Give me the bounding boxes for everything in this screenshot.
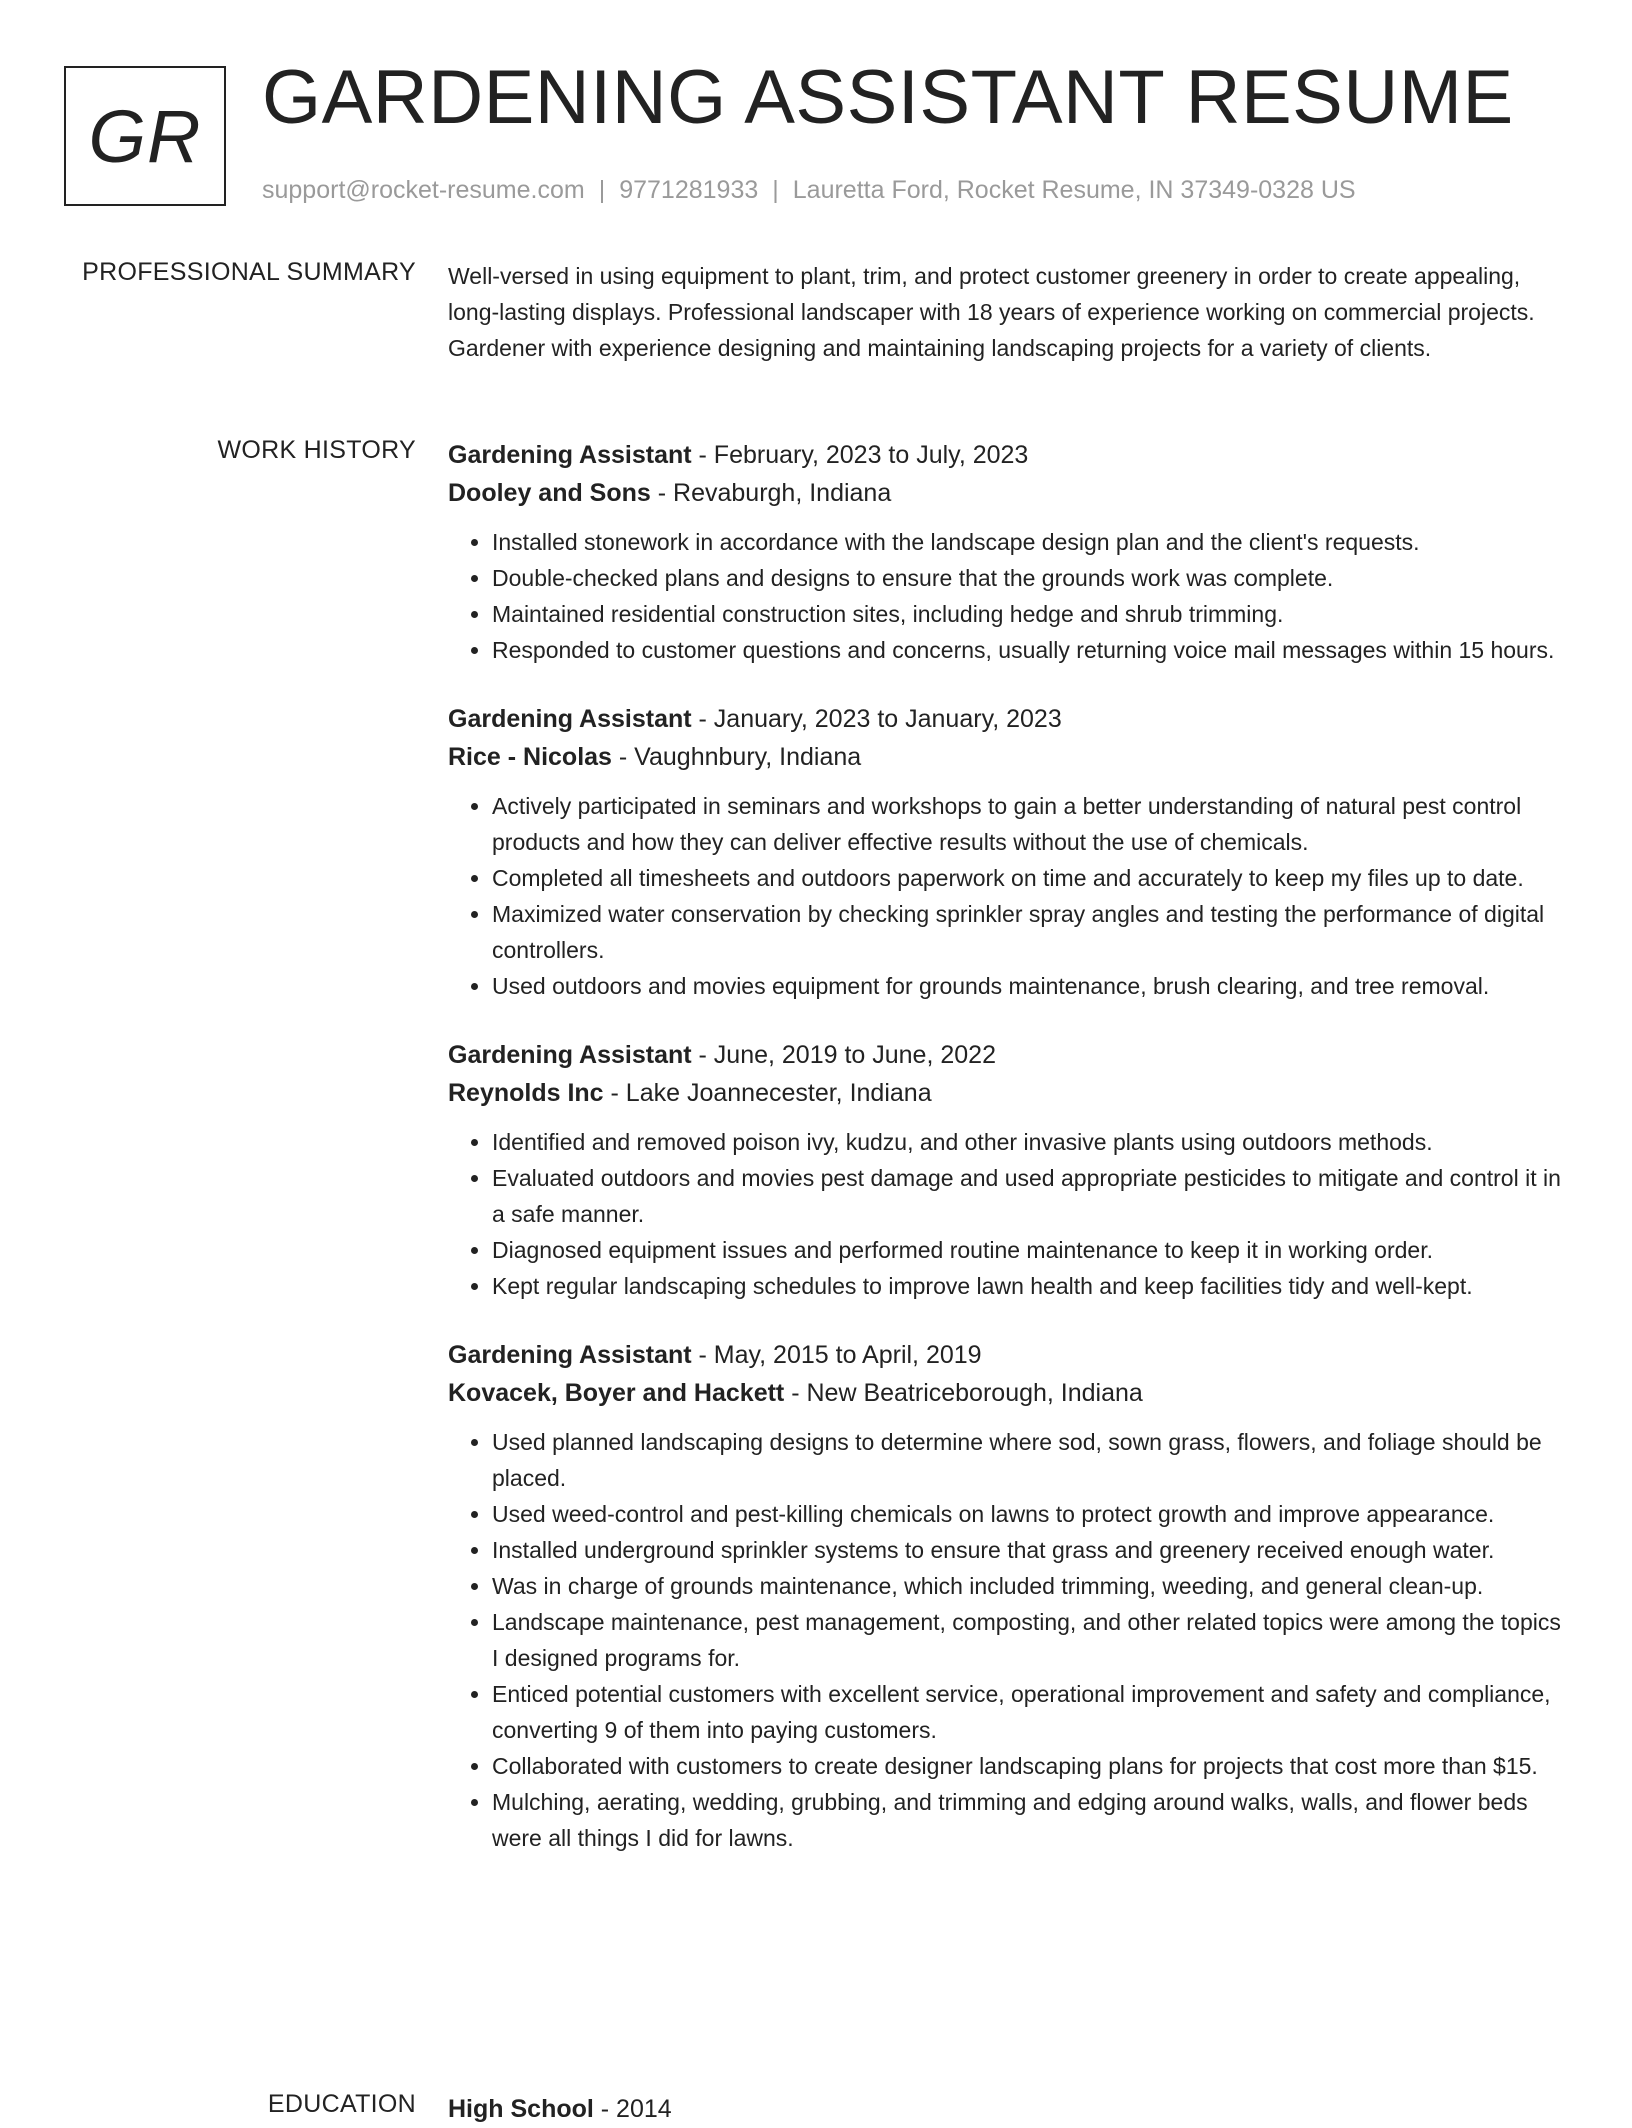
job-list	[448, 436, 1568, 1888]
job-dates: - January, 2023 to January, 2023	[691, 705, 1062, 733]
job-title: Gardening Assistant	[448, 441, 692, 469]
job-bullet: • Maintained residential construction sites, including hedge and shrub trimming.	[492, 596, 1568, 632]
job-bullet: • Used weed-control and pest-killing chemicals on lawns to protect growth and improve appearance.	[492, 1496, 1568, 1532]
job-bullet: • Was in charge of grounds maintenance, which included trimming, weeding, and general clean-up.	[492, 1568, 1568, 1604]
job-bullet: • Identified and removed poison ivy, kudzu, and other invasive plants using outdoors methods.	[492, 1124, 1568, 1160]
job-bullet: • Evaluated outdoors and movies pest damage and used appropriate pesticides to mitigate and control it in a safe manner.	[492, 1160, 1568, 1232]
job-title: Gardening Assistant	[448, 1041, 692, 1069]
job-bullets	[448, 524, 1568, 668]
job-location: - New Beatriceborough, Indiana	[784, 1379, 1143, 1407]
job-company: Rice - Nicolas	[448, 743, 612, 771]
job-bullet: • Enticed potential customers with excellent service, operational improvement and safety and compliance, converting 9 of them into paying customers.	[492, 1676, 1568, 1748]
job-bullet: • Mulching, aerating, wedding, grubbing, and trimming and edging around walks, walls, and flower beds were all things I did for lawns.	[492, 1784, 1568, 1856]
job-title-line	[448, 1036, 1568, 1074]
education-degree: High School	[448, 2095, 594, 2123]
job-bullet: • Collaborated with customers to create designer landscaping plans for projects that cost more than $15.	[492, 1748, 1568, 1784]
job-entry	[448, 1036, 1568, 1304]
contact-email: support@rocket-resume.com	[262, 176, 585, 204]
job-bullet: • Landscape maintenance, pest management, composting, and other related topics were among the topics I designed programs for.	[492, 1604, 1568, 1676]
job-bullet: • Diagnosed equipment issues and performed routine maintenance to keep it in working order.	[492, 1232, 1568, 1268]
work-history-label: WORK HISTORY	[217, 436, 416, 464]
summary-label: PROFESSIONAL SUMMARY	[82, 258, 416, 286]
job-bullet: • Double-checked plans and designs to ensure that the grounds work was complete.	[492, 560, 1568, 596]
job-location: - Revaburgh, Indiana	[650, 479, 892, 507]
contact-address: Lauretta Ford, Rocket Resume, IN 37349-0328 US	[792, 176, 1356, 204]
job-bullets	[448, 788, 1568, 1004]
job-bullet: • Installed underground sprinkler systems to ensure that grass and greenery received enough water.	[492, 1532, 1568, 1568]
job-bullet: • Kept regular landscaping schedules to improve lawn health and keep facilities tidy and well-kept.	[492, 1268, 1568, 1304]
job-company-line	[448, 738, 1568, 776]
job-bullet: • Responded to customer questions and concerns, usually returning voice mail messages within 15 hours.	[492, 632, 1568, 668]
job-dates: - June, 2019 to June, 2022	[691, 1041, 996, 1069]
job-bullets	[448, 1124, 1568, 1304]
job-company: Kovacek, Boyer and Hackett	[448, 1379, 785, 1407]
job-bullet: • Completed all timesheets and outdoors paperwork on time and accurately to keep my files up to date.	[492, 860, 1568, 896]
job-title: Gardening Assistant	[448, 1341, 692, 1369]
job-bullet: • Maximized water conservation by checking sprinkler spray angles and testing the performance of digital controllers.	[492, 896, 1568, 968]
contact-phone: 9771281933	[619, 176, 759, 204]
job-entry	[448, 436, 1568, 668]
job-company: Reynolds Inc	[448, 1079, 604, 1107]
job-entry	[448, 1336, 1568, 1856]
job-company: Dooley and Sons	[448, 479, 651, 507]
education-dates: - 2014	[593, 2095, 672, 2123]
job-bullet: • Used outdoors and movies equipment for grounds maintenance, brush clearing, and tree removal.	[492, 968, 1568, 1004]
job-company-line	[448, 474, 1568, 512]
job-title-line	[448, 436, 1568, 474]
monogram-box	[64, 66, 226, 206]
resume-title: GARDENING ASSISTANT RESUME	[262, 55, 1514, 140]
job-dates: - May, 2015 to April, 2019	[691, 1341, 982, 1369]
job-bullet: • Actively participated in seminars and workshops to gain a better understanding of natural pest control products and how they can deliver effective results without the use of chemicals.	[492, 788, 1568, 860]
job-title-line	[448, 1336, 1568, 1374]
job-title-line	[448, 700, 1568, 738]
job-title: Gardening Assistant	[448, 705, 692, 733]
job-bullet: • Installed stonework in accordance with the landscape design plan and the client's requests.	[492, 524, 1568, 560]
summary-text: Well-versed in using equipment to plant, trim, and protect customer greenery in order to create appealing, long-lasting displays. Professional landscaper with 18 years of experience working on commercial projects. Gardener with experience designing and maintaining landscaping projects for a variety of clients.	[448, 263, 1535, 361]
job-bullet: • Used planned landscaping designs to determine where sod, sown grass, flowers, and foliage should be placed.	[492, 1424, 1568, 1496]
contact-separator: |	[772, 176, 779, 204]
education-line	[448, 2090, 1568, 2128]
education-label: EDUCATION	[267, 2090, 416, 2118]
job-bullets	[448, 1424, 1568, 1856]
contact-line	[262, 176, 1356, 205]
job-dates: - February, 2023 to July, 2023	[691, 441, 1029, 469]
monogram-initials: GR	[88, 94, 202, 178]
job-location: - Vaughnbury, Indiana	[611, 743, 862, 771]
contact-separator: |	[598, 176, 606, 204]
job-company-line	[448, 1074, 1568, 1112]
job-entry	[448, 700, 1568, 1004]
job-location: - Lake Joannecester, Indiana	[603, 1079, 932, 1107]
job-company-line	[448, 1374, 1568, 1412]
